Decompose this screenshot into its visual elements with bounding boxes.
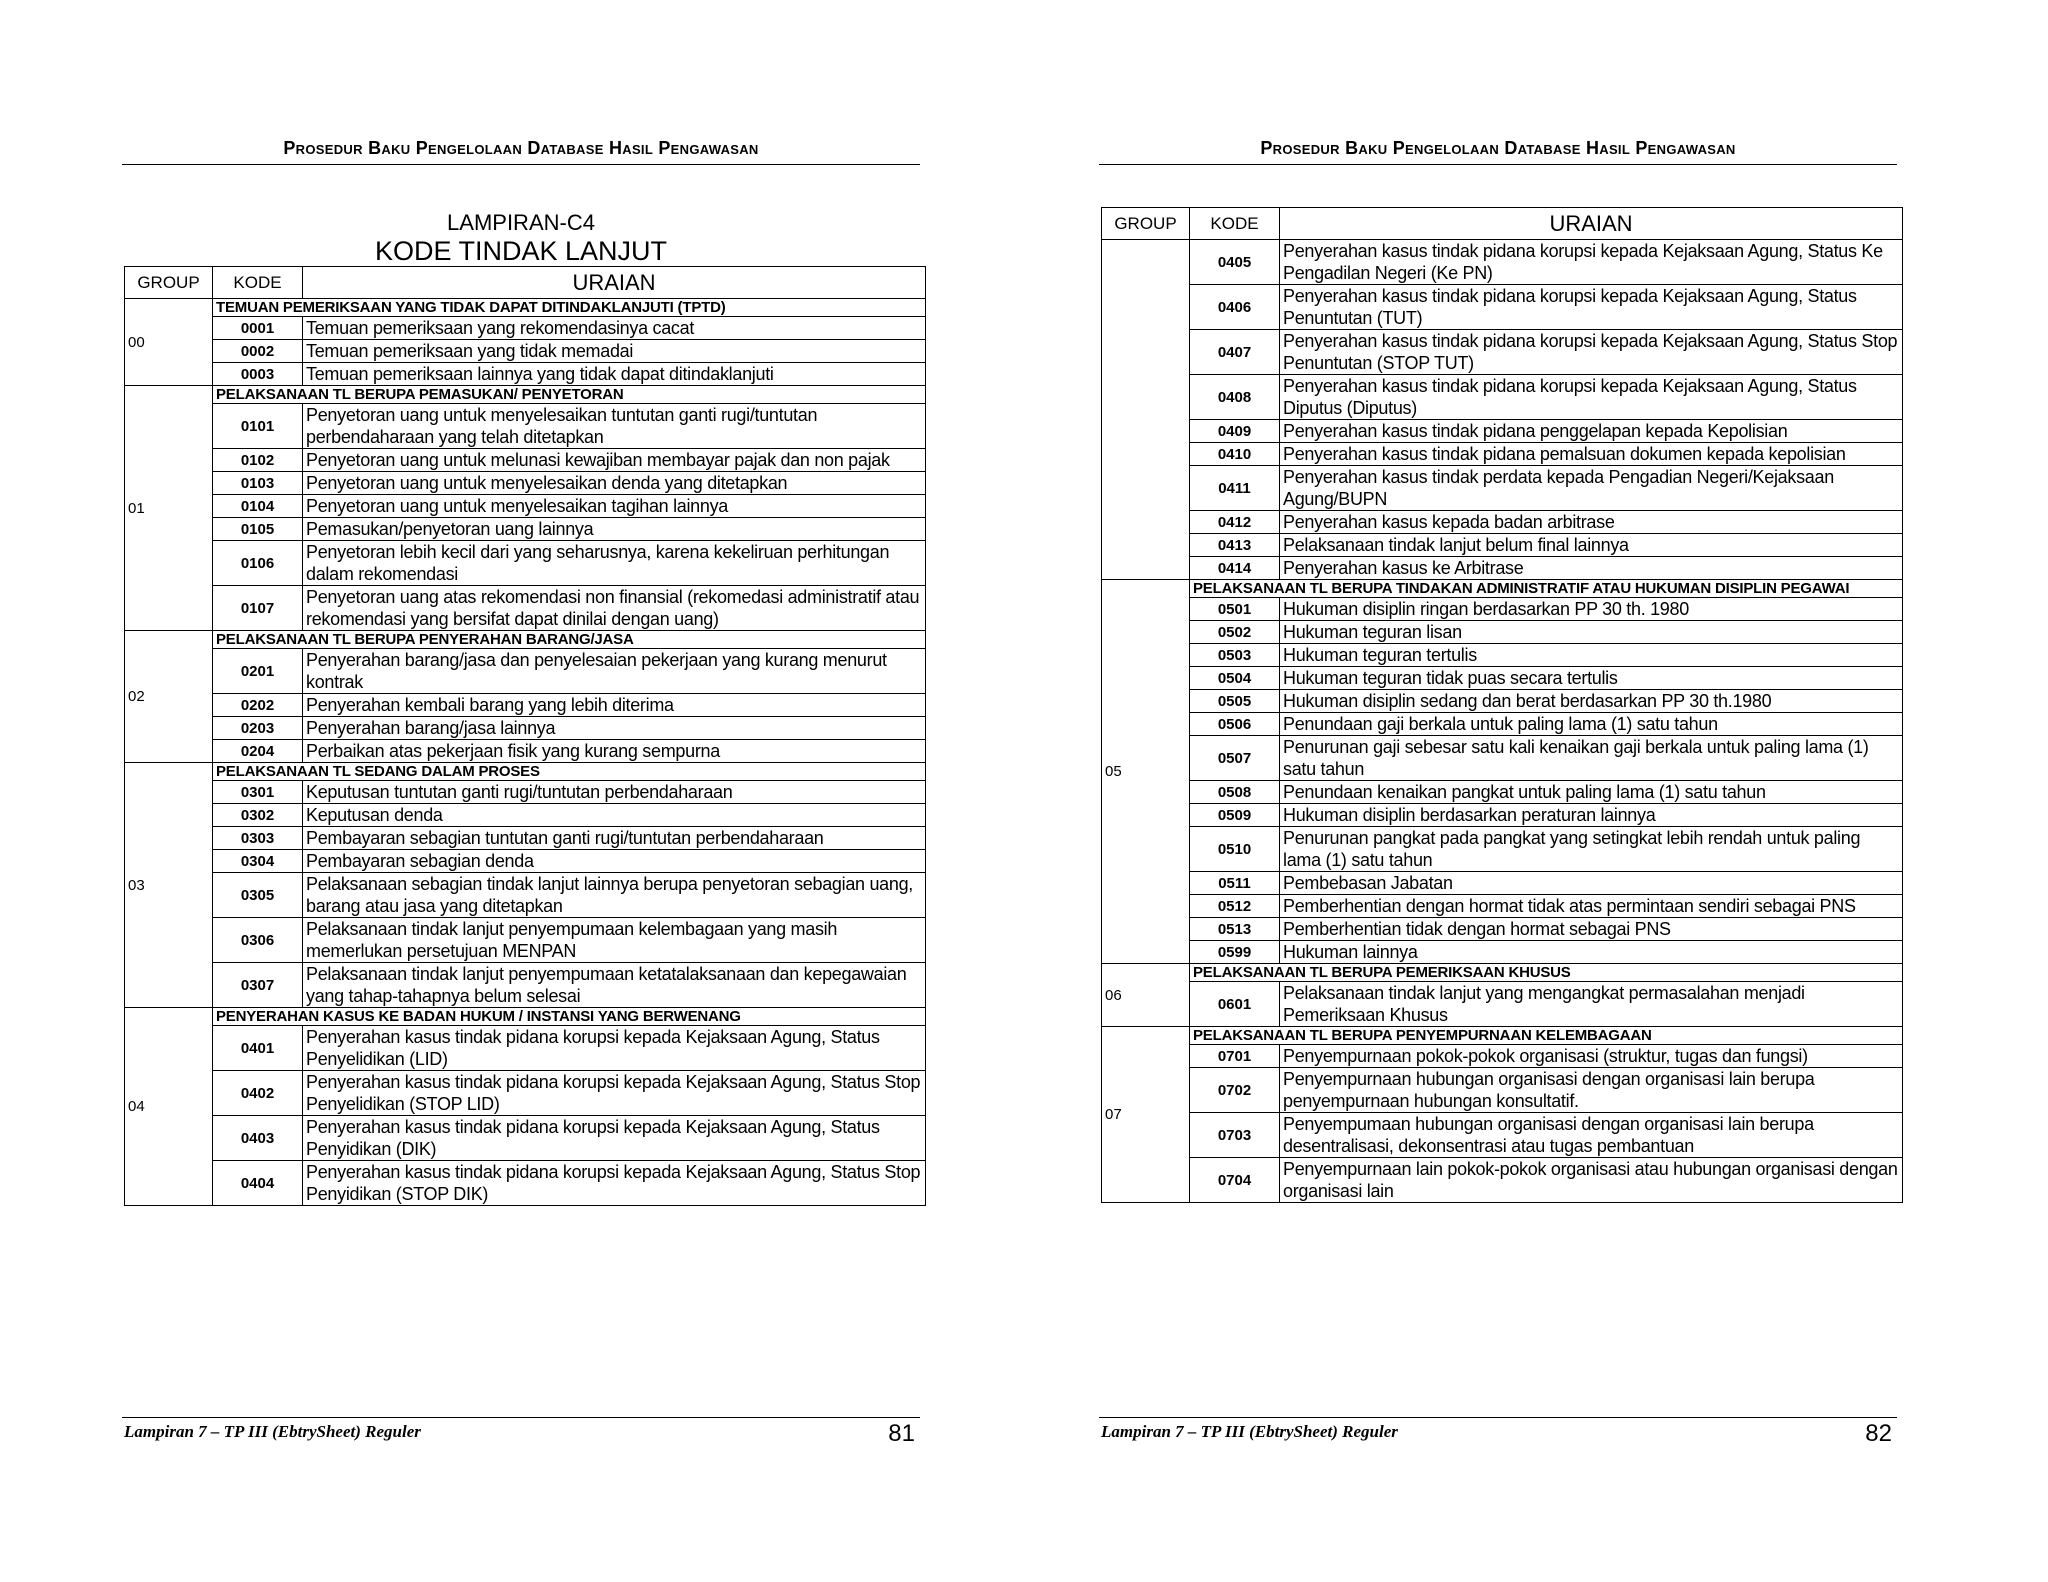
table-row [125,1116,926,1161]
uraian-cell: Penyetoran uang untuk menyelesaikan tagihan lainnya [303,495,926,518]
table-header-row [125,267,926,299]
table-row [125,827,926,850]
kode-cell: 0204 [213,740,303,763]
table-row [125,873,926,918]
table-row [125,449,926,472]
kode-cell: 0508 [1190,781,1280,804]
kode-cell: 0513 [1190,918,1280,941]
uraian-cell: Penurunan pangkat pada pangkat yang setingkat lebih rendah untuk paling lama (1) satu tahun [1280,827,1903,872]
group-title: PELAKSANAAN TL SEDANG DALAM PROSES [213,763,926,781]
uraian-cell: Penyerahan kasus tindak pidana korupsi kepada Kejaksaan Agung, Status Stop Penyelidikan (STOP LID) [303,1071,926,1116]
kode-cell: 0703 [1190,1113,1280,1158]
page-header: Prosedur Baku Pengelolaan Database Hasil Pengawasan [1260,138,1736,158]
uraian-cell: Keputusan tuntutan ganti rugi/tuntutan perbendaharaan [303,781,926,804]
group-title-row [125,631,926,649]
uraian-cell: Temuan pemeriksaan yang tidak memadai [303,340,926,363]
kode-cell: 0306 [213,918,303,963]
group-title: PELAKSANAAN TL BERUPA PENYEMPURNAAN KELEMBAGAAN [1190,1027,1903,1045]
uraian-cell: Penyerahan kasus tindak pidana korupsi kepada Kejaksaan Agung, Status Diputus (Diputus) [1280,375,1903,420]
uraian-cell: Hukuman teguran tidak puas secara tertulis [1280,667,1903,690]
group-code-cell: 07 [1102,1027,1190,1203]
uraian-cell: Penyerahan kasus tindak pidana penggelapan kepada Kepolisian [1280,420,1903,443]
col-header-kode: KODE [1190,208,1280,240]
uraian-cell: Pembayaran sebagian denda [303,850,926,873]
col-header-uraian: URAIAN [1280,208,1903,240]
code-table [124,266,926,1206]
uraian-cell: Penyerahan kasus tindak pidana korupsi kepada Kejaksaan Agung, Status Ke Pengadilan Negeri (Ke PN) [1280,240,1903,285]
kode-cell: 0504 [1190,667,1280,690]
uraian-cell: Penyerahan kasus tindak pidana korupsi kepada Kejaksaan Agung, Status Penyelidikan (LID) [303,1026,926,1071]
table-row [125,472,926,495]
kode-cell: 0414 [1190,557,1280,580]
table-row [1102,918,1903,941]
table-row [125,1026,926,1071]
group-title-row [125,299,926,317]
uraian-cell: Penyerahan kasus tindak pidana korupsi kepada Kejaksaan Agung, Status Stop Penyidikan (STOP DIK) [303,1161,926,1206]
table-row [1102,804,1903,827]
uraian-cell: Penyerahan kasus ke Arbitrase [1280,557,1903,580]
uraian-cell: Penyetoran lebih kecil dari yang seharusnya, karena kekeliruan perhitungan dalam rekomendasi [303,541,926,586]
kode-cell: 0501 [1190,598,1280,621]
table-row [1102,375,1903,420]
header-rule [1099,164,1897,165]
kode-cell: 0301 [213,781,303,804]
page-number: 81 [888,1420,915,1447]
group-title: PELAKSANAAN TL BERUPA TINDAKAN ADMINISTRATIF ATAU HUKUMAN DISIPLIN PEGAWAI [1190,580,1903,598]
group-title: PELAKSANAAN TL BERUPA PENYERAHAN BARANG/JASA [213,631,926,649]
kode-cell: 0404 [213,1161,303,1206]
col-header-group: GROUP [125,267,213,299]
group-code-cell: 04 [125,1008,213,1206]
group-code-cell: 01 [125,386,213,631]
uraian-cell: Keputusan denda [303,804,926,827]
kode-cell: 0599 [1190,941,1280,964]
kode-cell: 0203 [213,717,303,740]
kode-cell: 0510 [1190,827,1280,872]
group-title-row [1102,580,1903,598]
uraian-cell: Hukuman disiplin sedang dan berat berdasarkan PP 30 th.1980 [1280,690,1903,713]
uraian-cell: Hukuman disiplin ringan berdasarkan PP 30 th. 1980 [1280,598,1903,621]
kode-cell: 0505 [1190,690,1280,713]
uraian-cell: Penyerahan barang/jasa dan penyelesaian pekerjaan yang kurang menurut kontrak [303,649,926,694]
lampiran-label: LAMPIRAN-C4 [447,210,595,235]
group-title-row [125,1008,926,1026]
footer-rule [122,1417,920,1418]
col-header-uraian: URAIAN [303,267,926,299]
table-row [1102,713,1903,736]
kode-cell: 0410 [1190,443,1280,466]
kode-cell: 0408 [1190,375,1280,420]
kode-cell: 0401 [213,1026,303,1071]
page-title: KODE TINDAK LANJUT [374,236,668,266]
kode-cell: 0503 [1190,644,1280,667]
kode-cell: 0406 [1190,285,1280,330]
table-row [125,740,926,763]
uraian-cell: Penyetoran uang untuk menyelesaikan tuntutan ganti rugi/tuntutan perbendaharaan yang telah ditetapkan [303,404,926,449]
table-row [125,649,926,694]
table-row [1102,443,1903,466]
kode-cell: 0106 [213,541,303,586]
group-title-row [1102,1027,1903,1045]
table-row [125,363,926,386]
uraian-cell: Penyetoran uang atas rekomendasi non finansial (rekomedasi administratif atau rekomendasi yang bersifat dapat dinilai dengan uang) [303,586,926,631]
table-header-row [1102,208,1903,240]
uraian-cell: Penundaan gaji berkala untuk paling lama (1) satu tahun [1280,713,1903,736]
uraian-cell: Penyempurnaan hubungan organisasi dengan organisasi lain berupa penyempurnaan hubungan konsultatif. [1280,1068,1903,1113]
uraian-cell: Penyempurnaan lain pokok-pokok organisasi atau hubungan organisasi dengan organisasi lain [1280,1158,1903,1203]
footer-text: Lampiran 7 – TP III (EbtrySheet) Reguler [124,1422,421,1441]
table-row [125,1071,926,1116]
table-row [125,850,926,873]
group-title: PELAKSANAAN TL BERUPA PEMERIKSAAN KHUSUS [1190,964,1903,982]
kode-cell: 0402 [213,1071,303,1116]
kode-cell: 0001 [213,317,303,340]
right-page [1099,0,1904,1582]
uraian-cell: Pelaksanaan tindak lanjut belum final lainnya [1280,534,1903,557]
kode-cell: 0511 [1190,872,1280,895]
table-row [125,963,926,1008]
uraian-cell: Temuan pemeriksaan lainnya yang tidak dapat ditindaklanjuti [303,363,926,386]
uraian-cell: Penyerahan kasus tindak pidana korupsi kepada Kejaksaan Agung, Status Stop Penuntutan (STOP TUT) [1280,330,1903,375]
kode-cell: 0003 [213,363,303,386]
table-row [1102,781,1903,804]
kode-cell: 0507 [1190,736,1280,781]
uraian-cell: Pelaksanaan tindak lanjut yang mengangkat permasalahan menjadi Pemeriksaan Khusus [1280,982,1903,1027]
table-row [125,1161,926,1206]
table-row [1102,895,1903,918]
table-row [1102,240,1903,285]
uraian-cell: Pelaksanaan sebagian tindak lanjut lainnya berupa penyetoran sebagian uang, barang atau jasa yang ditetapkan [303,873,926,918]
table-row [1102,557,1903,580]
uraian-cell: Pemasukan/penyetoran uang lainnya [303,518,926,541]
kode-cell: 0304 [213,850,303,873]
uraian-cell: Hukuman disiplin berdasarkan peraturan lainnya [1280,804,1903,827]
uraian-cell: Hukuman teguran tertulis [1280,644,1903,667]
table-row [1102,466,1903,511]
uraian-cell: Pelaksanaan tindak lanjut penyempumaan ketatalaksanaan dan kepegawaian yang tahap-tahapnya belum selesai [303,963,926,1008]
table-row [1102,511,1903,534]
kode-cell: 0202 [213,694,303,717]
kode-cell: 0104 [213,495,303,518]
table-row [1102,1045,1903,1068]
col-header-kode: KODE [213,267,303,299]
kode-cell: 0701 [1190,1045,1280,1068]
table-row [1102,872,1903,895]
kode-cell: 0409 [1190,420,1280,443]
group-code-cell: 00 [125,299,213,386]
table-row [125,804,926,827]
group-code-cell: 06 [1102,964,1190,1027]
table-row [1102,827,1903,872]
uraian-cell: Pembebasan Jabatan [1280,872,1903,895]
table-row [125,518,926,541]
kode-cell: 0413 [1190,534,1280,557]
table-row [125,317,926,340]
table-row [125,918,926,963]
group-code-cell [1102,240,1190,580]
table-row [125,541,926,586]
uraian-cell: Penyerahan kasus tindak pidana korupsi kepada Kejaksaan Agung, Status Penyidikan (DIK) [303,1116,926,1161]
kode-cell: 0103 [213,472,303,495]
table-row [1102,1158,1903,1203]
table-row [1102,941,1903,964]
table-row [1102,598,1903,621]
kode-cell: 0102 [213,449,303,472]
footer-rule [1099,1417,1897,1418]
uraian-cell: Penyempumaan hubungan organisasi dengan organisasi lain berupa desentralisasi, dekonsentrasi atau tugas pembantuan [1280,1113,1903,1158]
uraian-cell: Perbaikan atas pekerjaan fisik yang kurang sempurna [303,740,926,763]
group-title-row [125,763,926,781]
group-code-cell: 03 [125,763,213,1008]
uraian-cell: Hukuman teguran lisan [1280,621,1903,644]
kode-cell: 0502 [1190,621,1280,644]
kode-cell: 0403 [213,1116,303,1161]
kode-cell: 0303 [213,827,303,850]
uraian-cell: Penyerahan kasus tindak pidana korupsi kepada Kejaksaan Agung, Status Penuntutan (TUT) [1280,285,1903,330]
group-title-row [1102,964,1903,982]
table-row [125,340,926,363]
uraian-cell: Pembayaran sebagian tuntutan ganti rugi/tuntutan perbendaharaan [303,827,926,850]
group-title: PENYERAHAN KASUS KE BADAN HUKUM / INSTANSI YANG BERWENANG [213,1008,926,1026]
group-code-cell: 02 [125,631,213,763]
uraian-cell: Pelaksanaan tindak lanjut penyempumaan kelembagaan yang masih memerlukan persetujuan MENPAN [303,918,926,963]
table-row [1102,621,1903,644]
table-row [1102,330,1903,375]
uraian-cell: Penyerahan kasus tindak pidana pemalsuan dokumen kepada kepolisian [1280,443,1903,466]
uraian-cell: Penyerahan kembali barang yang lebih diterima [303,694,926,717]
group-code-cell: 05 [1102,580,1190,964]
footer-text: Lampiran 7 – TP III (EbtrySheet) Reguler [1101,1422,1398,1441]
uraian-cell: Penyerahan kasus tindak perdata kepada Pengadian Negeri/Kejaksaan Agung/BUPN [1280,466,1903,511]
table-row [1102,982,1903,1027]
table-row [1102,690,1903,713]
kode-cell: 0101 [213,404,303,449]
kode-cell: 0307 [213,963,303,1008]
kode-cell: 0105 [213,518,303,541]
table-row [125,717,926,740]
table-row [125,404,926,449]
uraian-cell: Pemberhentian tidak dengan hormat sebagai PNS [1280,918,1903,941]
page-number: 82 [1865,1420,1892,1447]
kode-cell: 0107 [213,586,303,631]
uraian-cell: Penyempurnaan pokok-pokok organisasi (struktur, tugas dan fungsi) [1280,1045,1903,1068]
table-row [1102,420,1903,443]
uraian-cell: Hukuman lainnya [1280,941,1903,964]
table-row [1102,667,1903,690]
kode-cell: 0407 [1190,330,1280,375]
kode-cell: 0302 [213,804,303,827]
kode-cell: 0305 [213,873,303,918]
left-page [122,0,927,1582]
kode-cell: 0201 [213,649,303,694]
uraian-cell: Penyetoran uang untuk menyelesaikan denda yang ditetapkan [303,472,926,495]
kode-cell: 0405 [1190,240,1280,285]
uraian-cell: Penundaan kenaikan pangkat untuk paling lama (1) satu tahun [1280,781,1903,804]
kode-cell: 0002 [213,340,303,363]
uraian-cell: Penyetoran uang untuk melunasi kewajiban membayar pajak dan non pajak [303,449,926,472]
kode-cell: 0506 [1190,713,1280,736]
col-header-group: GROUP [1102,208,1190,240]
uraian-cell: Temuan pemeriksaan yang rekomendasinya cacat [303,317,926,340]
code-table [1101,207,1903,1203]
page-header: Prosedur Baku Pengelolaan Database Hasil Pengawasan [283,138,759,158]
table-row [125,495,926,518]
kode-cell: 0512 [1190,895,1280,918]
kode-cell: 0412 [1190,511,1280,534]
table-row [125,781,926,804]
table-row [1102,736,1903,781]
table-row [1102,644,1903,667]
group-title: TEMUAN PEMERIKSAAN YANG TIDAK DAPAT DITINDAKLANJUTI (TPTD) [213,299,926,317]
kode-cell: 0509 [1190,804,1280,827]
uraian-cell: Penyerahan kasus kepada badan arbitrase [1280,511,1903,534]
kode-cell: 0704 [1190,1158,1280,1203]
table-row [1102,1068,1903,1113]
table-row [1102,285,1903,330]
uraian-cell: Penyerahan barang/jasa lainnya [303,717,926,740]
kode-cell: 0702 [1190,1068,1280,1113]
kode-cell: 0411 [1190,466,1280,511]
table-row [125,694,926,717]
header-rule [122,164,920,165]
group-title-row [125,386,926,404]
uraian-cell: Penurunan gaji sebesar satu kali kenaikan gaji berkala untuk paling lama (1) satu tahun [1280,736,1903,781]
uraian-cell: Pemberhentian dengan hormat tidak atas permintaan sendiri sebagai PNS [1280,895,1903,918]
kode-cell: 0601 [1190,982,1280,1027]
group-title: PELAKSANAAN TL BERUPA PEMASUKAN/ PENYETORAN [213,386,926,404]
table-row [1102,1113,1903,1158]
table-row [125,586,926,631]
table-row [1102,534,1903,557]
